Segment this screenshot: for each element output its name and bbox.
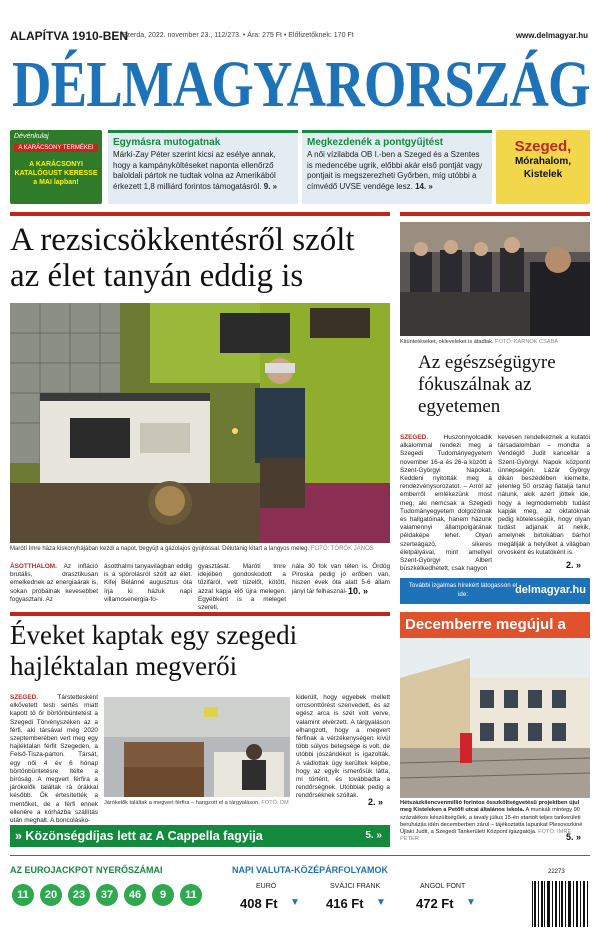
culture-page-ref[interactable]: 5. » bbox=[365, 830, 382, 841]
lottery-ball: 46 bbox=[124, 884, 146, 906]
main-body-col1: ÁSOTTHALOM. Az infláció brutális, drasztikusan emelkednek az energiaárak is, sokan próbálnak kevesebbet fogyasztani. Az bbox=[10, 563, 98, 603]
region-other: Mórahalom, bbox=[514, 156, 572, 167]
school-title[interactable]: Decemberre megújul a bbox=[400, 612, 590, 638]
culture-strip[interactable] bbox=[10, 825, 390, 847]
fx-label-eur: EURÓ bbox=[256, 883, 277, 890]
promo-line3: A KARÁCSONYI KATALÓGUST KERESSE a MAI lapban! bbox=[14, 161, 98, 186]
top-bar bbox=[10, 30, 590, 44]
teaser-politics[interactable] bbox=[108, 130, 298, 204]
photo-credit: FOTÓ: TÖRÖK JÁNOS bbox=[310, 546, 374, 552]
health-body-col2: kevesen rendelkeznek a kutatói társadalomban – mondta a Vendéglő Judit kancellár a Szent-Györgyi Napok központi ünnepségén. Lázár György dikán beszédében kiemelte, jelenleg 50 ország fiatalja tanul nálunk, akik azért jöttek ide, hogy a legmodernebb tudást kapják meg, az oktatóknak pedig kötelességük, hogy olyan tudást adjanak át nekik, amelynek birtokában bárhol megállják a helyüket a világban orvosként és kutatóként is. bbox=[498, 434, 590, 556]
teaser-title: Megkezdenék a pontgyűjtést bbox=[307, 137, 444, 148]
lottery-title: AZ EUROJACKPOT NYERŐSZÁMAI bbox=[10, 865, 163, 875]
fx-value-gbp: 472 Ft bbox=[416, 896, 454, 911]
court-body-col1: SZEGED. Társtettesként elkövetett testi sértés miatt kapott tö őr börtönbüntetést a Szegedi Törvényszéken az a férfi, aki társával még 2020 szeptemberében vert meg egy hajléktalan férfit Szegeden, a Felső-Tisza-parton. Társát, egy női 4 év 6 hónap börtönbüntetésre ítélte a bíróság. A megvert férfira a járókelők találtak rá órákkal később. Ők értesítették a mentőket, de a férfi ennek ellenére a kórházba szállítás után meghalt. A boncolásko- bbox=[10, 694, 98, 825]
lottery-ball: 11 bbox=[180, 884, 202, 906]
promo-box[interactable] bbox=[10, 130, 102, 204]
ceremony-photo[interactable] bbox=[400, 222, 590, 336]
teaser-sport[interactable] bbox=[302, 130, 492, 204]
court-body-col2: kiderült, hogy egyebek mellett orrcsonttörést szenvedett, és az egész arca is szét volt verve, valamint elvérzett. A tárgyaláson elhangzott, hogy a megvert férfinak a vérzékenységen kívül több súlyos betegsége is volt, de utóbbi jószándékot is igazolták. A vádlottak úgy kerültek képbe, hogy az egyik ismerősük látta, mi történt, és továbbadta a rendőrségnek. Utóbbiak pedig a rendőrséknek szóltak. bbox=[296, 694, 390, 800]
photo-courtroom-scene bbox=[104, 697, 290, 797]
promo-line1: Dévénkulaj bbox=[14, 133, 49, 140]
region-name: Szeged, bbox=[514, 138, 572, 155]
fx-label-gbp: ANGOL FONT bbox=[420, 883, 466, 890]
website-link[interactable]: www.delmagyar.hu bbox=[515, 31, 588, 40]
lottery-ball: 9 bbox=[152, 884, 174, 906]
photo-school-building bbox=[400, 638, 590, 798]
barcode-icon bbox=[530, 869, 590, 935]
teaser-body: A női vízilabda OB I.-ben a Szeged és a Szentes is medencébe ugrik, előbbi akár első pontját vagy pontjait is megszerezheti Győrben, míg utóbbi a címvédő UVSE vendége lesz. 14. » bbox=[307, 150, 483, 191]
health-page-ref[interactable]: 2. » bbox=[566, 560, 582, 570]
arrow-down-icon: ▼ bbox=[290, 897, 300, 908]
school-page-ref[interactable]: 5. » bbox=[566, 832, 582, 842]
region-other: Kistelek bbox=[523, 169, 563, 180]
lottery-ball: 20 bbox=[40, 884, 62, 906]
court-headline[interactable]: Éveket kaptak egy szegedi hajléktalan megverői bbox=[10, 620, 298, 681]
lottery-ball: 23 bbox=[68, 884, 90, 906]
ceremony-caption: Kitüntetéseket, okleveleket is átadtak. FOTÓ: KARNOK CSABA bbox=[400, 339, 558, 345]
main-body-col2: ásotthalmi tanyavilágban eddig is a spórolásról szólt az élet. Kifej Bélánné augusztus óta írja ki házuk napi villamosenergia-fo- bbox=[104, 563, 192, 603]
school-photo[interactable] bbox=[400, 638, 590, 798]
main-photo-caption bbox=[10, 546, 390, 552]
fx-value-chf: 416 Ft bbox=[326, 896, 364, 911]
court-page-ref[interactable]: 2. » bbox=[368, 797, 384, 807]
issue-meta: Szerda, 2022. november 23., 112/273. • Ára: 275 Ft • Előfizetőknek: 170 Ft bbox=[122, 32, 354, 39]
section-rule bbox=[400, 212, 590, 216]
teaser-title: Egymásra mutogatnak bbox=[113, 137, 221, 148]
bottom-rule bbox=[10, 855, 590, 856]
teaser-body: Márki-Zay Péter szerint kicsi az esélye annak, hogy a kampányköltéseket naponta ellenőrző baloldali pártok ne tudtak volna az Amerikából érkezett 1,8 milliárd forintos támogatásról. 9. » bbox=[113, 150, 278, 191]
culture-text: » Közönségdíjas lett az A Cappella fagyija bbox=[15, 829, 263, 843]
health-headline[interactable]: Az egészségügyre fókuszálnak az egyetemen bbox=[418, 352, 556, 417]
lottery-ball: 11 bbox=[12, 884, 34, 906]
main-body-col4: nála 30 fok van télen is. Ördög Piroska pedig jó erőben van, hiszen évek óta alatt 5-6 állam jányi tár felhasznál- bbox=[292, 563, 390, 595]
fx-title: NAPI VALUTA-KÖZÉPÁRFOLYAMOK bbox=[232, 865, 389, 875]
photo-audience-scene bbox=[400, 222, 590, 336]
health-body-col1: SZEGED. Huszonnyolcadik alkalommal rendezi meg a Szegedi Tudományegyetem november 16-a és 26-a között a Szent-Györgyi Napokat. Keddeni nyitották meg a rendezvénysorozatot. – Arról az emberről emlékezünk most meg, aki nemcsak a Szegedi Tudományegyetem dolgozóinak és hallgatóinak, hanem házunk valamennyi állampolgárának példaképe lehet. Olyan szerteágazó, sikeres életpályával, mint amellyel Szent-Györgyi Albert büszkélkedhetett, csak nagyon bbox=[400, 434, 492, 573]
court-caption: Járókelők találtak a megvert férfira – hangzott el a tárgyaláson. FOTÓ: DM bbox=[104, 800, 289, 806]
website-banner[interactable] bbox=[400, 578, 590, 604]
founded-label: ALAPÍTVA 1910-BEN bbox=[10, 29, 129, 43]
section-rule bbox=[10, 212, 390, 216]
fx-label-chf: SVÁJCI FRANK bbox=[330, 883, 381, 890]
section-rule bbox=[10, 612, 390, 616]
banner-text: További izgalmas hírekért látogasson el ide: bbox=[408, 582, 518, 598]
main-body-col3: gyasztását. Marótí Imre idejében gondoskodott a tűzifáról, vett tüzelőt, kötött, azzal kapja elő újra melegen. Egyébként is a meleget szereti, bbox=[198, 563, 286, 612]
photo-kitchen-scene bbox=[10, 303, 390, 543]
lottery-ball: 37 bbox=[96, 884, 118, 906]
caption-text: Marótí Imre háza kiskonyhájában kezdi a napot, begyújt a gázolajos gyújtóssal. Délutánig kitart a langyos meleg. bbox=[10, 546, 310, 552]
fx-value-eur: 408 Ft bbox=[240, 896, 278, 911]
promo-line2: A KARÁCSONY TERMÉKEI bbox=[14, 144, 98, 152]
arrow-down-icon: ▼ bbox=[466, 897, 476, 908]
masthead-logo: DÉLMAGYARORSZÁG bbox=[12, 48, 590, 121]
banner-site[interactable]: delmagyar.hu bbox=[515, 584, 586, 596]
school-text: Hétszázkilencvenmillió forintos összköltségvetésű projektben újul meg Kisteleken a Petőfi utcai általános iskola. A munkák mintegy 90 százalékos készültségűek, a tavaly július 15-én startolt teljes tankerületi beruházás idén decemberben zárul – tájékoztatta lapunkat Plesovszkiné Újlaki Judit, a Szegedi Tankerületi Központ igazgatója. FOTÓ: IMRE PÉTER bbox=[400, 800, 583, 843]
main-page-ref[interactable]: 10. » bbox=[348, 586, 369, 596]
region-badge bbox=[496, 130, 590, 204]
main-headline[interactable]: A rezsicsökkentésről szólt az élet tanyán eddig is bbox=[10, 222, 355, 294]
arrow-down-icon: ▼ bbox=[376, 897, 386, 908]
court-photo[interactable] bbox=[104, 697, 290, 797]
main-photo[interactable] bbox=[10, 303, 390, 543]
issue-number: 22273 bbox=[548, 869, 565, 875]
